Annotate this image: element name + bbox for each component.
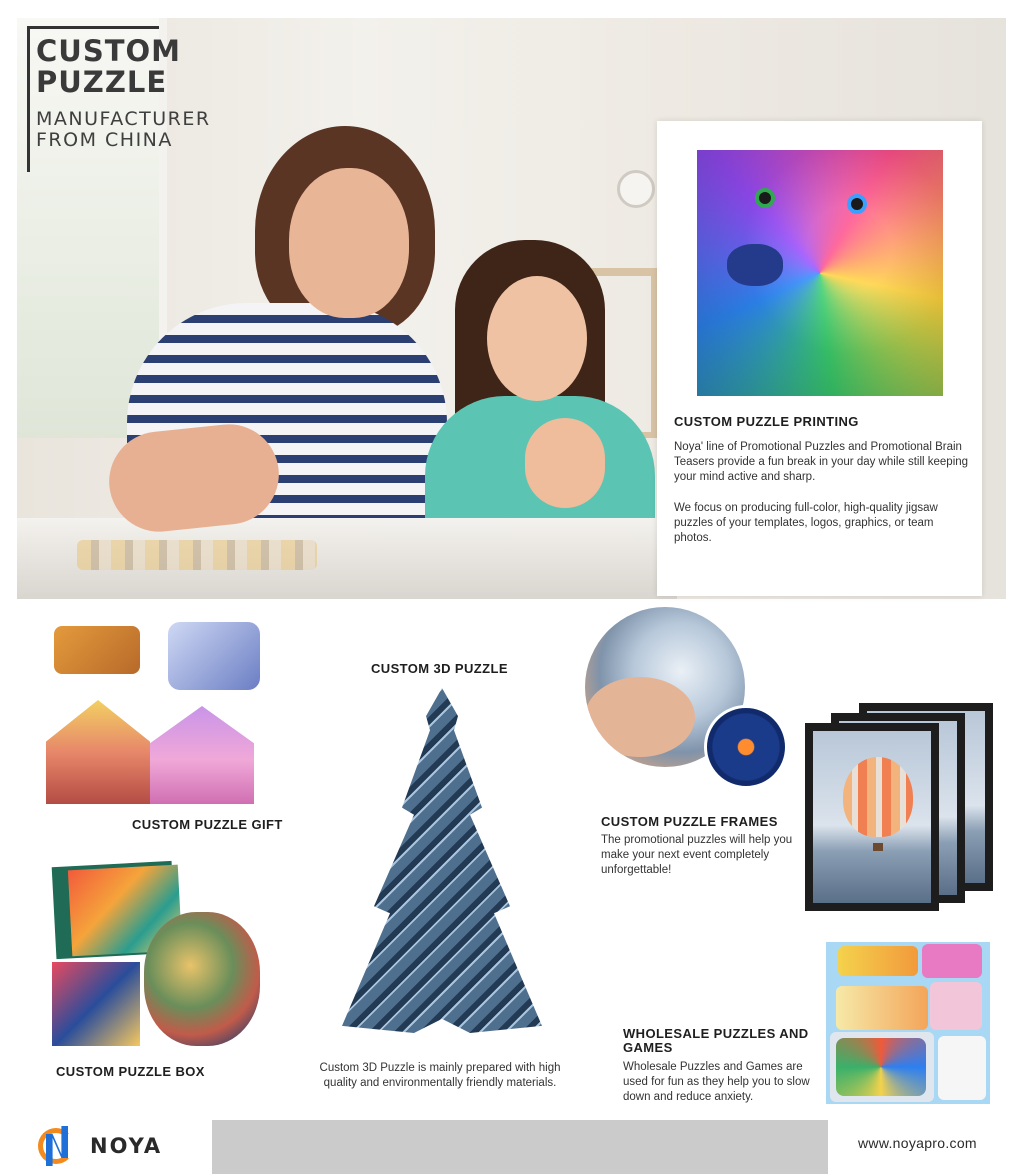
gift-jeep-model <box>168 622 260 690</box>
dog-left-eye <box>755 188 775 208</box>
3d-puzzle-text: Custom 3D Puzzle is mainly prepared with high quality and environmentally friendly materials. <box>319 1062 561 1089</box>
gift-house-model-1 <box>46 700 150 804</box>
tin-box-3 <box>836 986 928 1030</box>
printing-paragraph-2: We focus on producing full-color, high-quality jigsaw puzzles of your templates, logos, graphics, or team photos. <box>674 502 938 544</box>
hero-mother-face <box>289 168 409 318</box>
hero-girl-face <box>487 276 587 401</box>
tin-box-4 <box>930 982 982 1030</box>
dog-right-eye <box>847 194 867 214</box>
frames-text: The promotional puzzles will help you make your next event completely unforgettable! <box>601 834 793 876</box>
wholesale-text: Wholesale Puzzles and Games are used for fun as they help you to slow down and reduce anxiety. <box>623 1061 810 1103</box>
hand-holding-pieces <box>585 677 695 757</box>
wholesale-tins-image <box>826 942 990 1104</box>
3d-puzzle-label: CUSTOM 3D PUZZLE <box>371 661 508 676</box>
hero-puzzle-pieces <box>77 540 317 570</box>
hero-subtitle: MANUFACTURER FROM CHINA <box>36 108 211 151</box>
3d-tree-puzzle-image <box>328 688 556 1050</box>
frames-label: CUSTOM PUZZLE FRAMES <box>601 814 778 829</box>
tin-box-6 <box>938 1036 986 1100</box>
gift-house-model-2 <box>150 706 254 804</box>
puzzle-pieces-pile <box>144 912 260 1046</box>
wholesale-label: WHOLESALE PUZZLES AND GAMES <box>623 1026 809 1055</box>
tin-box-1 <box>838 946 918 976</box>
footer-bar <box>212 1120 828 1174</box>
hero-wall-clock <box>617 170 655 208</box>
hero-title-bracket-vertical <box>27 26 30 172</box>
hero-title: CUSTOM PUZZLE <box>36 34 182 99</box>
box-label: CUSTOM PUZZLE BOX <box>56 1064 205 1079</box>
hot-air-balloon <box>843 757 913 837</box>
puzzle-gift-image <box>40 612 266 812</box>
frame-front <box>805 723 939 911</box>
balloon-basket <box>873 843 883 851</box>
gift-excavator-model <box>54 626 140 674</box>
brand-name: NOYA <box>90 1134 163 1158</box>
hero-girl-hands <box>525 418 605 508</box>
printing-heading: CUSTOM PUZZLE PRINTING <box>674 414 859 429</box>
printing-card <box>657 121 982 596</box>
gift-label: CUSTOM PUZZLE GIFT <box>132 817 283 832</box>
shape-pieces <box>836 1038 926 1096</box>
frame-front-picture <box>813 731 931 903</box>
tin-box-5 <box>830 1032 934 1102</box>
logo-orange-arc <box>38 1128 74 1164</box>
dog-nose <box>727 244 783 286</box>
hero-title-bracket-horizontal <box>27 26 159 29</box>
printing-paragraph-1: Noya' line of Promotional Puzzles and Promotional Brain Teasers provide a fun break in your day while still keeping your mind active and sharp. <box>674 441 969 483</box>
dog-puzzle-image <box>697 150 943 396</box>
website-link[interactable]: www.noyapro.com <box>858 1135 977 1151</box>
3d-tree-shape <box>342 688 542 1040</box>
puzzle-box-image <box>46 858 260 1048</box>
noya-logo-icon <box>38 1126 74 1166</box>
solar-system-puzzle-image <box>704 705 788 789</box>
puzzle-box-2 <box>52 962 140 1046</box>
tin-box-2 <box>922 944 982 978</box>
puzzle-frames-image <box>805 703 993 911</box>
